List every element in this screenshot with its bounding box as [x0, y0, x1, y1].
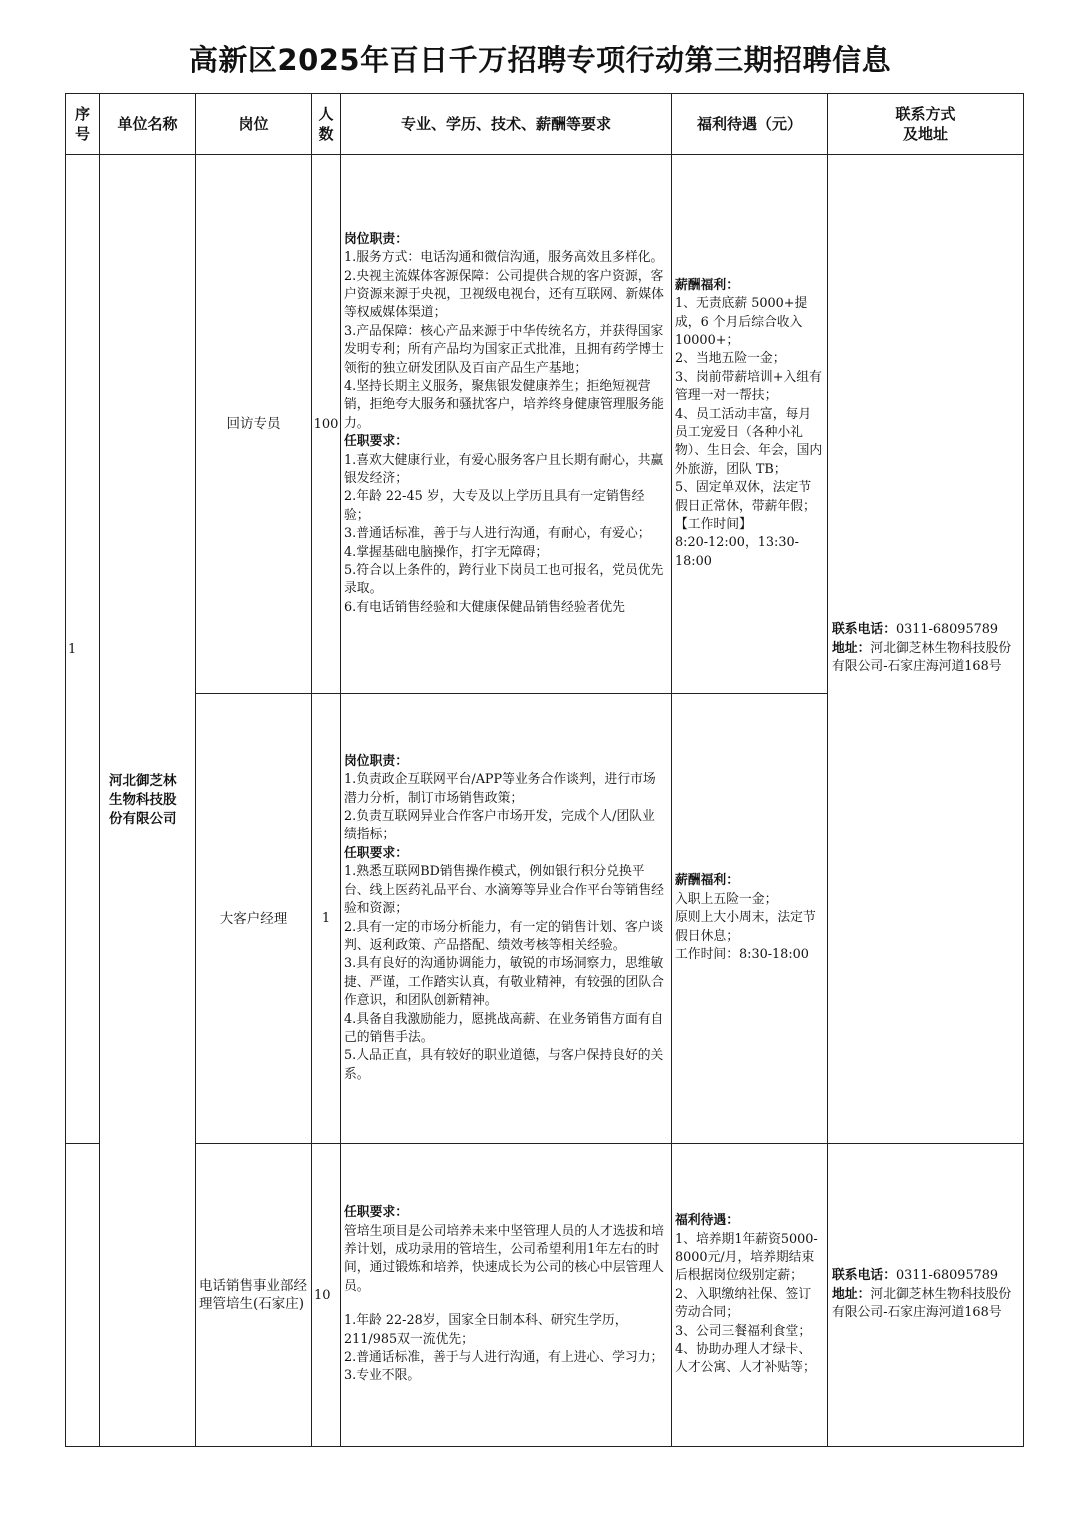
duty-item: 3.产品保障：核心产品来源于中华传统名方，并获得国家发明专利；所有产品均为国家正式批准，且拥有药学博士领衔的独立研发团队及百亩产品生产基地； [344, 323, 664, 376]
benefits-cell [672, 694, 828, 1144]
position-name: 电话销售事业部经理管培生(石家庄) [196, 1144, 312, 1447]
position-count: 10 [312, 1144, 341, 1447]
requirements-cell [341, 1144, 672, 1447]
header-position: 岗位 [196, 94, 312, 155]
header-contact: 联系方式 及地址 [828, 94, 1024, 155]
benefits-heading: 福利待遇： [675, 1213, 739, 1229]
contact-cell [828, 155, 1024, 1144]
requirements-cell [341, 155, 672, 694]
benefit-item: 3、岗前带薪培训+入组有管理一对一帮扶； [675, 369, 822, 404]
table-row [66, 1144, 1024, 1447]
requirement-item: 5.人品正直，具有较好的职业道德，与客户保持良好的关系。 [344, 1048, 664, 1082]
phone-number: 0311-68095789 [895, 622, 999, 638]
requirements-cell [341, 694, 672, 1144]
benefit-item: 3、公司三餐福利食堂； [675, 1323, 812, 1339]
requirement-item: 4.具备自我激励能力，愿挑战高薪、在业务销售方面有自己的销售手法。 [344, 1011, 664, 1045]
requirement-item: 5.符合以上条件的，跨行业下岗员工也可报名，党员优先录取。 [344, 563, 664, 597]
benefit-item: 工作时间：8:30-18:00 [675, 947, 809, 963]
header-count: 人 数 [312, 94, 341, 155]
benefit-item: 【工作时间】 [675, 517, 752, 533]
duty-item: 1.负责政企互联网平台/APP等业务合作谈判，进行市场潜力分析，制订市场销售政策； [344, 772, 656, 806]
benefit-item: 1、无责底薪 5000+提成，6 个月后综合收入 10000+； [675, 296, 808, 348]
benefits-heading: 薪酬福利： [675, 277, 739, 293]
duties-heading: 岗位职责： [344, 753, 408, 769]
page-title: 高新区2025年百日千万招聘专项行动第三期招聘信息 [188, 43, 892, 77]
duty-item: 1.服务方式：电话沟通和微信沟通，服务高效且多样化。 [344, 250, 664, 266]
requirement-item: 1.喜欢大健康行业，有爱心服务客户且长期有耐心，共赢银发经济； [344, 452, 664, 487]
duty-item: 2.负责互联网异业合作客户市场开发，完成个人/团队业绩指标； [344, 809, 655, 843]
benefit-item: 1、培养期1年薪资5000-8000元/月，培养期结束后根据岗位级别定薪； [675, 1231, 818, 1284]
requirement-item: 2.具有一定的市场分析能力，有一定的销售计划、客户谈判、返利政策、产品搭配、绩效考核等相关经验。 [344, 919, 664, 953]
company-name: 河北御芝林生物科技股份有限公司 [100, 155, 196, 1447]
row-index: 1 [66, 155, 100, 1144]
position-count: 100 [312, 155, 341, 694]
benefit-item: 2、当地五险一金； [675, 351, 786, 367]
benefit-item: 5、固定单双休，法定节假日正常休，带薪年假； [675, 480, 816, 514]
phone-number: 0311-68095789 [895, 1268, 999, 1284]
requirements-heading: 任职要求： [344, 845, 408, 861]
benefit-item: 入职上五险一金； [675, 891, 778, 907]
duties-heading: 岗位职责： [344, 231, 408, 247]
address-label: 地址： [832, 1286, 871, 1302]
requirement-item: 1.年龄 22-28岁，国家全日制本科、研究生学历，211/985双一流优先； [344, 1313, 628, 1347]
position-count: 1 [312, 694, 341, 1144]
benefits-cell [672, 1144, 828, 1447]
benefit-item: 2、入职缴纳社保、签订劳动合同； [675, 1286, 812, 1321]
requirement-item: 2.普通话标准，善于与人进行沟通，有上进心、学习力； [344, 1350, 664, 1366]
recruitment-table [65, 93, 1024, 1447]
header-company: 单位名称 [100, 94, 196, 155]
header-benefits: 福利待遇（元） [672, 94, 828, 155]
requirement-item: 3.普通话标准，善于与人进行沟通，有耐心，有爱心； [344, 526, 651, 542]
requirements-heading: 任职要求： [344, 434, 408, 450]
benefits-cell [672, 155, 828, 694]
phone-label: 联系电话： [832, 622, 896, 638]
requirement-intro: 管培生项目是公司培养未来中坚管理人员的人才选拔和培养计划，成功录用的管培生，公司希望利用1年左右的时间，通过锻炼和培养，快速成长为公司的核心中层管理人员。 [344, 1223, 664, 1294]
address-text: 河北御芝林生物科技股份有限公司-石家庄海河道168号 [832, 1286, 1012, 1321]
requirement-item: 1.熟悉互联网BD销售操作模式，例如银行积分兑换平台、线上医药礼品平台、水滴筹等异业合作平台等销售经验和资源； [344, 864, 664, 917]
header-index: 序 号 [66, 94, 100, 155]
header-requirements: 专业、学历、技术、薪酬等要求 [341, 94, 672, 155]
requirements-heading: 任职要求： [344, 1205, 408, 1221]
header-row [66, 94, 1024, 155]
position-name: 回访专员 [196, 155, 312, 694]
requirement-item: 4.掌握基础电脑操作，打字无障碍； [344, 544, 549, 560]
benefit-item: 4、员工活动丰富，每月员工宠爱日（各种小礼物）、生日会、年会，国内外旅游，团队 TB； [675, 406, 823, 477]
address-text: 河北御芝林生物科技股份有限公司-石家庄海河道168号 [832, 640, 1012, 675]
requirement-item: 2.年龄 22-45 岁，大专及以上学历且具有一定销售经验； [344, 489, 645, 523]
requirement-item: 6.有电话销售经验和大健康保健品销售经验者优先 [344, 599, 625, 615]
benefit-item: 原则上大小周末，法定节假日休息； [675, 910, 816, 944]
row-index-empty [66, 1144, 100, 1447]
address-label: 地址： [832, 640, 871, 656]
duty-item: 4.坚持长期主义服务，聚焦银发健康养生；拒绝短视营销，拒绝夸大服务和骚扰客户，培养终身健康管理服务能力。 [344, 378, 664, 431]
benefits-heading: 薪酬福利： [675, 873, 739, 889]
position-name: 大客户经理 [196, 694, 312, 1144]
benefit-item: 8:20-12:00，13:30-18:00 [675, 535, 799, 569]
table-row [66, 155, 1024, 694]
requirement-item: 3.专业不限。 [344, 1368, 421, 1384]
contact-cell [828, 1144, 1024, 1447]
requirement-item: 3.具有良好的沟通协调能力，敏锐的市场洞察力，思维敏捷、严谨，工作踏实认真，有敬业精神，有较强的团队合作意识，和团队创新精神。 [344, 956, 664, 1009]
benefit-item: 4、协助办理人才绿卡、人才公寓、人才补贴等； [675, 1342, 816, 1376]
duty-item: 2.央视主流媒体客源保障：公司提供合规的客户资源，客户资源来源于央视，卫视级电视台，还有互联网、新媒体等权威媒体渠道； [344, 268, 664, 321]
phone-label: 联系电话： [832, 1268, 896, 1284]
